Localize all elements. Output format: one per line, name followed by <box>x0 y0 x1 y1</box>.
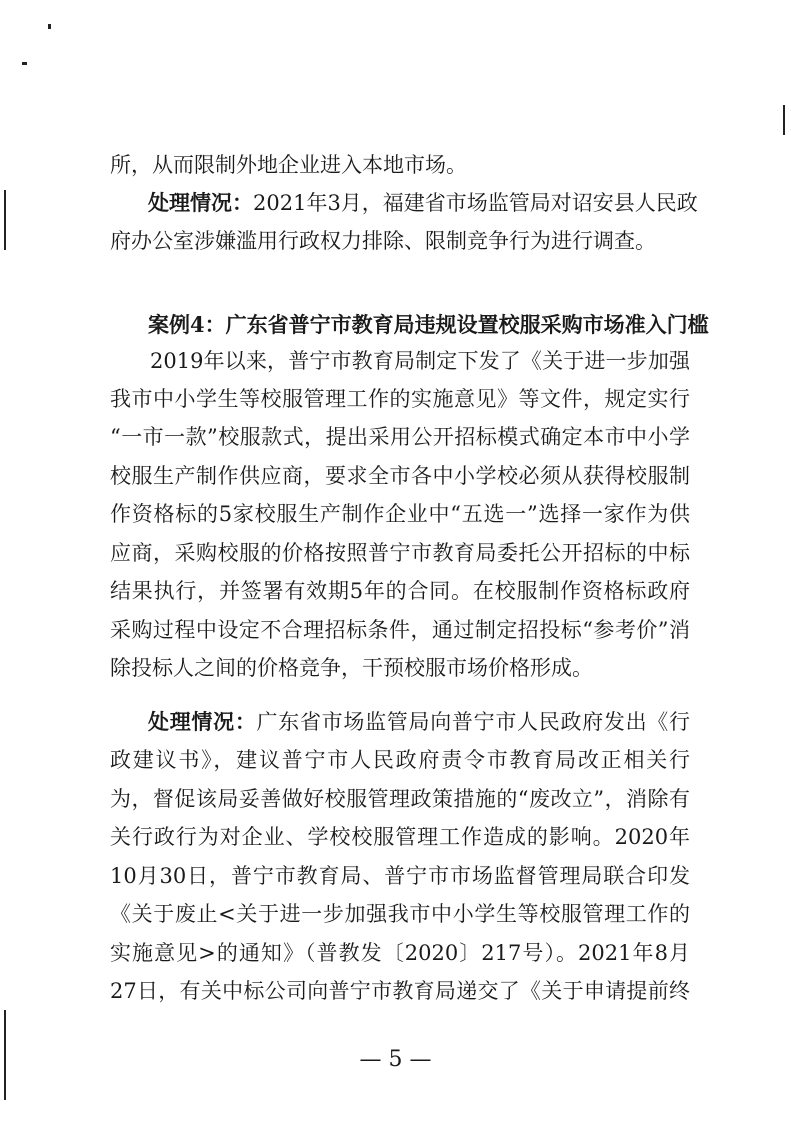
handling-line: 关行政行为对企业、学校校服管理工作造成的影响。2020年 <box>110 825 690 849</box>
handling-line: 政建议书》，建议普宁市人民政府责令市教育局改正相关行 <box>110 748 690 772</box>
handling-label: 处理情况： <box>148 709 257 734</box>
scan-speck <box>22 62 27 65</box>
page-number: — 5 — <box>359 1047 432 1072</box>
handling-line: 《关于废止<关于进一步加强我市中小学生等校服管理工作的 <box>110 902 690 926</box>
handling-line: 10月30日，普宁市教育局、普宁市市场监督管理局联合印发 <box>110 864 690 888</box>
case-line: 2019年以来，普宁市教育局制定下发了《关于进一步加强 <box>150 349 690 373</box>
handling-line: 府办公室涉嫌滥用行政权力排除、限制竞争行为进行调查。 <box>110 229 656 253</box>
scan-edge-line <box>783 105 785 135</box>
scan-edge-line <box>4 190 6 250</box>
case-line: 结果执行，并签署有效期5年的合同。在校服制作资格标政府 <box>110 579 690 603</box>
handling-line <box>148 186 698 220</box>
case-line: 应商，采购校服的价格按照普宁市教育局委托公开招标的中标 <box>110 541 690 565</box>
case-line: “一市一款”校服款式，提出采用公开招标模式确定本市中小学 <box>110 425 690 449</box>
case-line: 校服生产制作供应商，要求全市各中小学校必须从获得校服制 <box>110 464 690 488</box>
handling-line: 27日，有关中标公司向普宁市教育局递交了《关于申请提前终 <box>110 979 690 1003</box>
handling-label: 处理情况： <box>148 190 253 215</box>
handling-line: 实施意见>的通知》（普教发〔2020〕217号）。2021年8月 <box>110 941 690 965</box>
handling-line: 为，督促该局妥善做好校服管理政策措施的“废改立”，消除有 <box>110 787 690 811</box>
paragraph-line: 所，从而限制外地企业进入本地市场。 <box>110 153 467 177</box>
handling-text: 广东省市场监管局向普宁市人民政府发出《行 <box>256 710 691 734</box>
handling-line <box>148 705 690 739</box>
case-line: 除投标人之间的价格竞争，干预校服市场价格形成。 <box>110 656 593 680</box>
case-line: 我市中小学生等校服管理工作的实施意见》等文件，规定实行 <box>110 387 690 411</box>
case-line: 采购过程中设定不合理招标条件，通过制定招投标“参考价”消 <box>110 618 690 642</box>
case-line: 作资格标的5家校服生产制作企业中“五选一”选择一家作为供 <box>110 502 690 526</box>
case-heading: 案例4：广东省普宁市教育局违规设置校服采购市场准入门槛 <box>148 312 709 337</box>
scan-speck <box>48 24 51 29</box>
handling-text: 2021年3月，福建省市场监管局对诏安县人民政 <box>253 191 698 215</box>
